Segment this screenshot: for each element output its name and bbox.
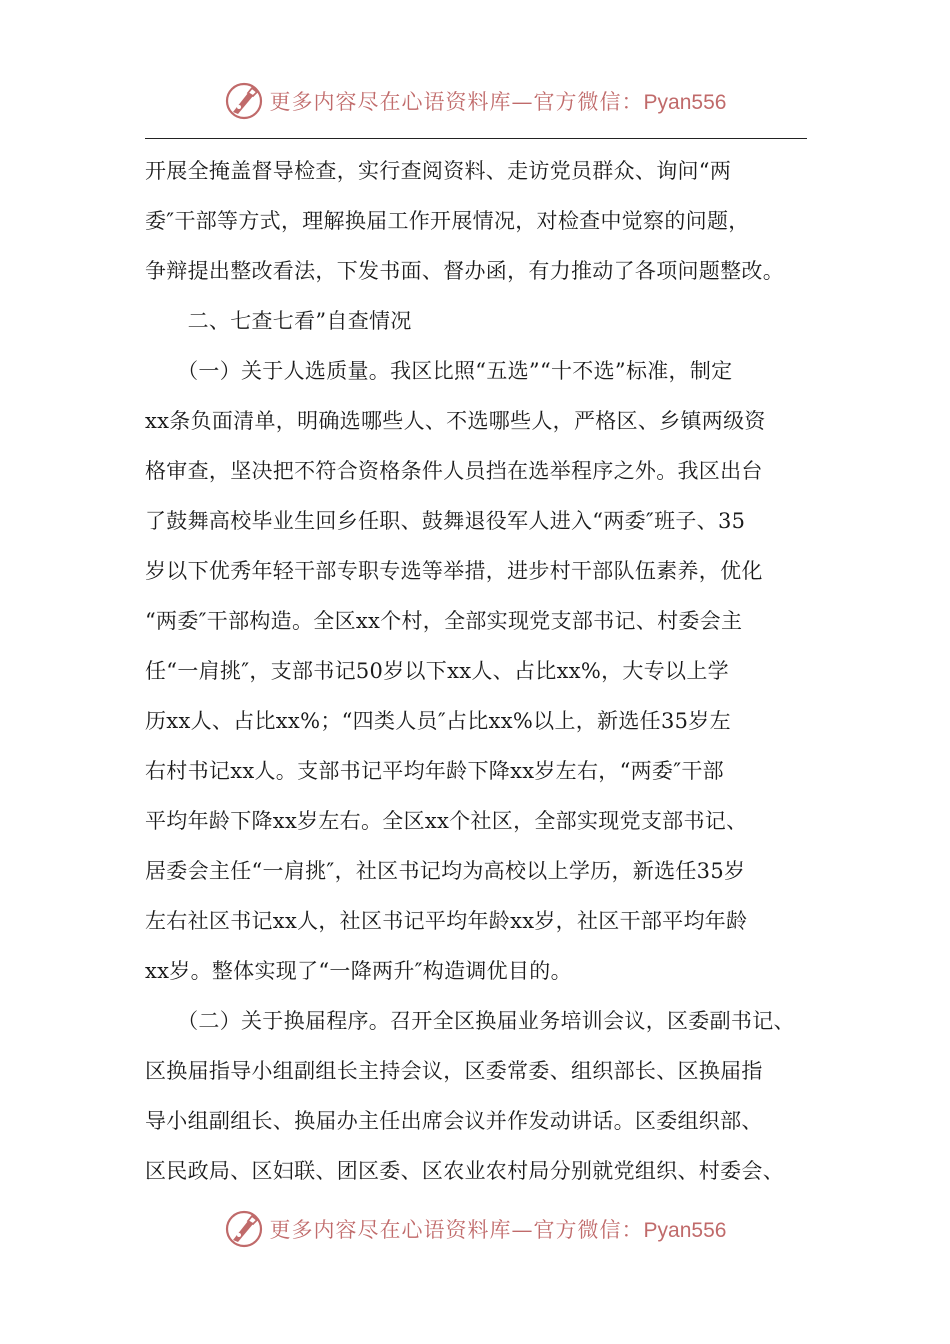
footer-banner-label: 更多内容尽在心语资料库—官方微信： — [269, 1218, 644, 1242]
text-line: 格审查，坚决把不符合资格条件人员挡在选举程序之外。我区出台 — [145, 459, 763, 483]
header-banner-text — [270, 86, 727, 116]
section-heading: 二、七查七看”自查情况 — [145, 309, 412, 333]
text-line: 岁以下优秀年轻干部专职专选等举措，进步村干部队伍素养，优化 — [145, 559, 763, 583]
text-line: 任“一肩挑″，支部书记50岁以下xx人、占比xx%，大专以上学 — [145, 659, 729, 683]
pen-nib-icon — [224, 1209, 264, 1249]
text-line: 历xx人、占比xx%；“四类人员″占比xx%以上，新选任35岁左 — [145, 709, 731, 733]
header-banner — [0, 76, 950, 126]
header-divider — [145, 138, 807, 139]
document-body — [145, 146, 817, 1196]
text-line: 导小组副组长、换届办主任出席会议并作发动讲话。区委组织部、 — [145, 1109, 763, 1133]
footer-banner — [0, 1204, 950, 1254]
text-line: xx岁。整体实现了“一降两升″构造调优目的。 — [145, 959, 572, 983]
footer-wechat-handle: Pyan556 — [643, 1219, 727, 1242]
text-line: 了鼓舞高校毕业生回乡任职、鼓舞退役军人进入“两委″班子、35 — [145, 509, 746, 533]
text-line: xx条负面清单，明确选哪些人、不选哪些人，严格区、乡镇两级资 — [145, 409, 766, 433]
text-line: 左右社区书记xx人，社区书记平均年龄xx岁，社区干部平均年龄 — [145, 909, 748, 933]
text-line: 区民政局、区妇联、团区委、区农业农村局分别就党组织、村委会、 — [145, 1159, 784, 1183]
text-line: 开展全掩盖督导检查，实行查阅资料、走访党员群众、询问“两 — [145, 159, 732, 183]
text-line: 区换届指导小组副组长主持会议，区委常委、组织部长、区换届指 — [145, 1059, 763, 1083]
header-banner-label: 更多内容尽在心语资料库—官方微信： — [269, 90, 644, 114]
text-line: 居委会主任“一肩挑″，社区书记均为高校以上学历，新选任35岁 — [145, 859, 746, 883]
text-line: （二）关于换届程序。召开全区换届业务培训会议，区委副书记、 — [145, 1009, 795, 1033]
header-wechat-handle: Pyan556 — [643, 91, 727, 114]
text-line: （一）关于人选质量。我区比照“五选”“十不选”标准，制定 — [145, 359, 733, 383]
text-line: 右村书记xx人。支部书记平均年龄下降xx岁左右，“两委″干部 — [145, 759, 724, 783]
text-line: “两委″干部构造。全区xx个村，全部实现党支部书记、村委会主 — [145, 609, 743, 633]
text-line: 委″干部等方式，理解换届工作开展情况，对检查中觉察的问题， — [145, 209, 750, 233]
text-line: 平均年龄下降xx岁左右。全区xx个社区，全部实现党支部书记、 — [145, 809, 748, 833]
footer-banner-text — [270, 1214, 727, 1244]
pen-nib-icon — [224, 81, 264, 121]
text-line: 争辩提出整改看法，下发书面、督办函，有力推动了各项问题整改。 — [145, 259, 784, 283]
